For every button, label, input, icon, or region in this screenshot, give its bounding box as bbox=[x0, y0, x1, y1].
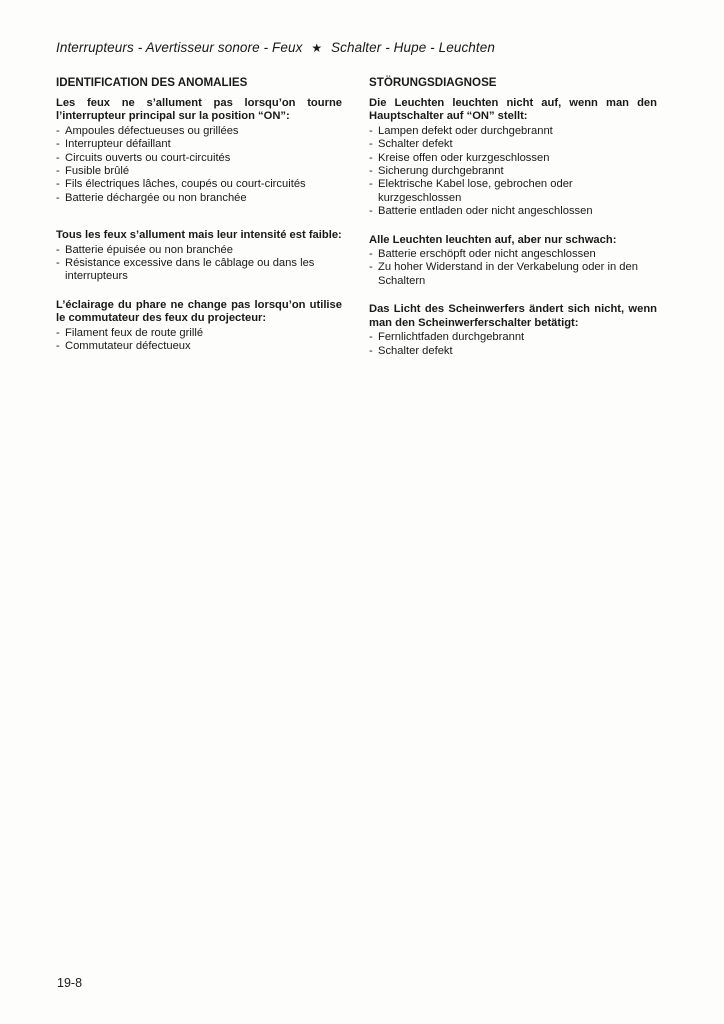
french-column-title: IDENTIFICATION DES ANOMALIES bbox=[56, 76, 248, 89]
french-section-1 bbox=[56, 97, 342, 205]
french-section-3 bbox=[56, 299, 342, 354]
list-item: - Batterie épuisée ou non branchée bbox=[56, 244, 342, 257]
cause-list bbox=[369, 248, 657, 288]
list-item: - Elektrische Kabel lose, gebrochen oder kurzgeschlossen bbox=[369, 178, 657, 205]
list-item: - Batterie entladen oder nicht angeschlossen bbox=[369, 205, 657, 218]
list-item: - Circuits ouverts ou court-circuités bbox=[56, 152, 342, 165]
german-section-3 bbox=[369, 303, 657, 358]
page-number: 19-8 bbox=[57, 976, 83, 990]
french-column bbox=[56, 76, 342, 369]
section-heading: Die Leuchten leuchten nicht auf, wenn man den Hauptschalter auf “ON” stellt: bbox=[369, 97, 657, 123]
list-item: - Sicherung durchgebrannt bbox=[369, 165, 657, 178]
list-item: - Schalter defekt bbox=[369, 345, 657, 358]
german-column bbox=[369, 76, 657, 373]
list-item: - Zu hoher Widerstand in der Verkabelung oder in den Schaltern bbox=[369, 261, 657, 288]
page-header bbox=[56, 40, 495, 55]
cause-list bbox=[369, 125, 657, 219]
section-heading: L’éclairage du phare ne change pas lorsqu’on utilise le commutateur des feux du projecteur: bbox=[56, 298, 342, 325]
list-item: - Schalter defekt bbox=[369, 138, 657, 151]
cause-list bbox=[56, 244, 342, 284]
header-title-german: Schalter - Hupe - Leuchten bbox=[331, 40, 495, 55]
section-heading: Les feux ne s’allument pas lorsqu’on tourne l’interrupteur principal sur la position “ON”: bbox=[56, 97, 342, 123]
section-heading: Das Licht des Scheinwerfers ändert sich nicht, wenn man den Scheinwerferschalter betätigt: bbox=[369, 303, 657, 329]
section-heading: Alle Leuchten leuchten auf, aber nur schwach: bbox=[369, 233, 617, 246]
list-item: - Batterie erschöpft oder nicht angeschlossen bbox=[369, 248, 657, 261]
cause-list bbox=[56, 125, 342, 205]
header-title-french: Interrupteurs - Avertisseur sonore - Feux bbox=[56, 40, 303, 55]
list-item: - Fusible brûlé bbox=[56, 165, 342, 178]
french-section-2 bbox=[56, 229, 342, 284]
section-heading: Tous les feux s’allument mais leur intensité est faible: bbox=[56, 229, 342, 242]
list-item: - Fils électriques lâches, coupés ou court-circuités bbox=[56, 178, 342, 191]
german-section-1 bbox=[369, 97, 657, 219]
list-item: - Résistance excessive dans le câblage ou dans les interrupteurs bbox=[56, 257, 342, 284]
list-item: - Commutateur défectueux bbox=[56, 340, 342, 353]
list-item: - Filament feux de route grillé bbox=[56, 327, 342, 340]
list-item: - Lampen defekt oder durchgebrannt bbox=[369, 125, 657, 138]
list-item: - Ampoules défectueuses ou grillées bbox=[56, 125, 342, 138]
german-column-title: STÖRUNGSDIAGNOSE bbox=[369, 76, 497, 89]
cause-list bbox=[56, 327, 342, 354]
star-icon: ★ bbox=[311, 41, 323, 55]
german-section-2 bbox=[369, 234, 657, 289]
list-item: - Batterie déchargée ou non branchée bbox=[56, 192, 342, 205]
list-item: - Fernlichtfaden durchgebrannt bbox=[369, 331, 657, 344]
list-item: - Kreise offen oder kurzgeschlossen bbox=[369, 152, 657, 165]
cause-list bbox=[369, 331, 657, 358]
list-item: - Interrupteur défaillant bbox=[56, 138, 342, 151]
